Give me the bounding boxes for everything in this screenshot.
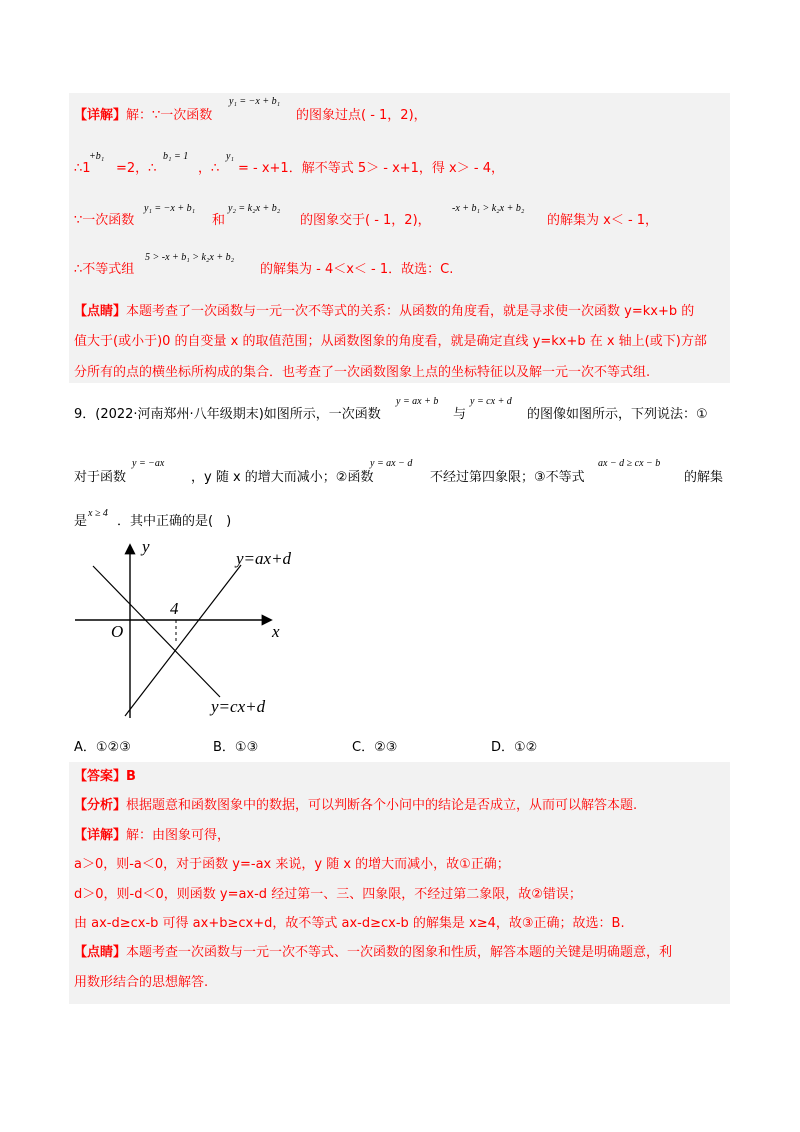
point-line-1: 【点睛】本题考查了一次函数与一元一次不等式的关系：从函数的角度看，就是寻求使一次函数 y=kx+b 的: [74, 304, 695, 319]
option-d[interactable]: D．①②: [491, 740, 538, 755]
question-line-2b: ，y 随 x 的增大而减小；②函数: [191, 470, 374, 485]
question-line-1: 9．(2022·河南郑州·八年级期末)如图所示，一次函数: [74, 407, 381, 422]
detail-line-2d: = - x+1．解不等式 5＞ - x+1，得 x＞ - 4，: [238, 161, 504, 176]
y-axis-label: y: [142, 537, 150, 556]
formula-y1b: y₁: [226, 151, 234, 162]
question-line-2: 对于函数: [74, 470, 127, 485]
question-line-3: 是: [74, 514, 88, 529]
point-line-2: 值大于(或小于)0 的自变量 x 的取值范围；从函数图象的角度看，就是确定直线 y=kx+b 在 x 轴上(或下)方部: [74, 334, 707, 349]
line2-label: y=cx+d: [211, 697, 266, 716]
option-b[interactable]: B．①③: [213, 740, 259, 755]
option-c[interactable]: C．②③: [352, 740, 398, 755]
detail-line-4: ∴不等式组: [74, 262, 135, 277]
q-formula-2: y = cx + d: [470, 396, 512, 407]
question-line-3b: ．其中正确的是( ): [117, 514, 232, 529]
detail-line-3b: 和: [212, 213, 226, 228]
detail-line-2b: =2，∴: [116, 161, 157, 176]
formula-b1-eq: b₁ = 1: [163, 151, 189, 162]
detail-line-2c: ，∴: [198, 161, 220, 176]
origin-label: O: [111, 622, 124, 641]
q-formula-4: y = ax − d: [370, 458, 413, 469]
formula-y2: y₂ = k₂x + b₂: [228, 203, 281, 214]
q-formula-3: y = −ax: [132, 458, 165, 469]
formula-y1: y₁ = −x + b₁: [229, 96, 281, 107]
answer-point-2: 用数形结合的思想解答.: [74, 975, 209, 990]
line-ax-d: [125, 565, 241, 716]
detail-line-3: ∵一次函数: [74, 213, 135, 228]
formula-y1c: y₁ = −x + b₁: [144, 203, 196, 214]
detail-line-1-end: 的图象过点( - 1，2)，: [296, 108, 427, 123]
line1-label: y=ax+d: [236, 549, 292, 568]
tick-4-label: 4: [170, 599, 179, 618]
detail-line-3d: 的解集为 x＜ - 1，: [547, 213, 659, 228]
answer-point-1: 【点睛】本题考查一次函数与一元一次不等式、一次函数的图象和性质，解答本题的关键是明确题意，利: [74, 945, 673, 960]
formula-ineq: -x + b₁ > k₂x + b₂: [452, 203, 525, 214]
function-graph: [70, 536, 320, 726]
q-formula-1: y = ax + b: [396, 396, 439, 407]
formula-system: 5 > -x + b₁ > k₂x + b₂: [145, 252, 235, 263]
answer-line: 【答案】B: [74, 769, 136, 784]
question-line-2d: 的解集: [684, 470, 724, 485]
question-line-1c: 的图像如图所示，下列说法：①: [527, 407, 708, 422]
question-line-1b: 与: [453, 407, 467, 422]
option-a[interactable]: A．①②③: [74, 740, 131, 755]
formula-b1-sup: +b₁: [89, 151, 105, 162]
answer-detail-2: d＞0，则-d＜0，则函数 y=ax-d 经过第一、三、四象限，不经过第二象限，故②错误；: [74, 887, 582, 902]
q-formula-5: ax − d ≥ cx − b: [598, 458, 661, 469]
q-formula-6: x ≥ 4: [88, 508, 108, 519]
detail-line-2: ∴1: [74, 161, 91, 176]
question-line-2c: 不经过第四象限；③不等式: [430, 470, 585, 485]
answer-detail-3: 由 ax-d≥cx-b 可得 ax+b≥cx+d，故不等式 ax-d≥cx-b 的解集是 x≥4，故③正确；故选：B.: [74, 916, 625, 931]
analysis-line: 【分析】根据题意和函数图象中的数据，可以判断各个小问中的结论是否成立，从而可以解答本题.: [74, 798, 638, 813]
detail-line-1: 【详解】解：∵一次函数: [74, 108, 213, 123]
detail-line-3c: 的图象交于( - 1，2)，: [300, 213, 431, 228]
x-axis-label: x: [272, 622, 280, 641]
point-line-3: 分所有的点的横坐标所构成的集合．也考查了一次函数图象上点的坐标特征以及解一元一次不等式组.: [74, 365, 651, 380]
detail-line-4b: 的解集为 - 4＜x＜ - 1．故选：C.: [260, 262, 454, 277]
answer-detail-line: 【详解】解：由图象可得，: [74, 828, 231, 843]
answer-detail-1: a＞0，则-a＜0，对于函数 y=-ax 来说，y 随 x 的增大而减小，故①正确；: [74, 857, 510, 872]
